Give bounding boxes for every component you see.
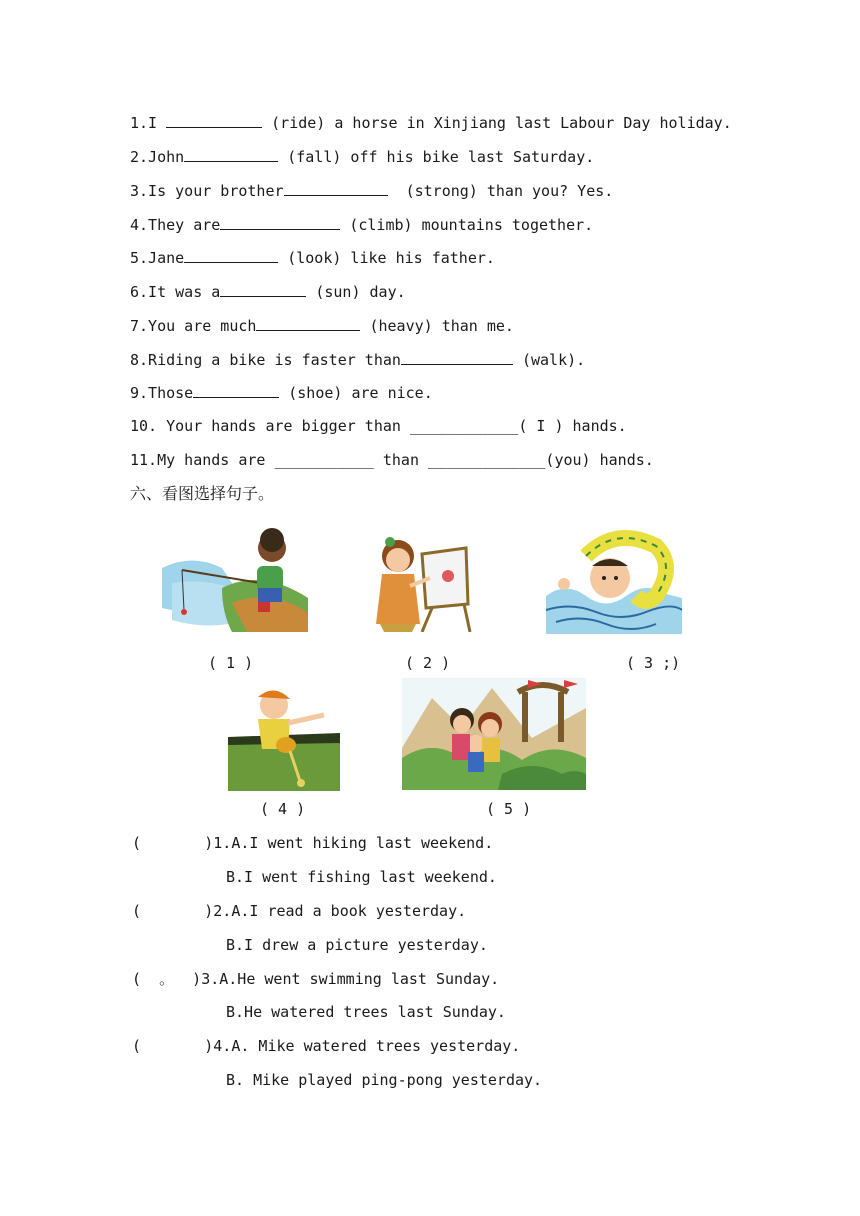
answer-blank[interactable] [166,112,262,128]
fill-item-4: 4.They are (climb) mountains together. [130,216,594,234]
answer-bracket[interactable]: ( ) [132,834,214,852]
fill-item-9: 9.Those (shoe) are nice. [130,384,433,402]
picture-caption-1: ( 1 ) [208,654,254,672]
answer-blank[interactable] [284,180,388,196]
boy-watering-picture [228,687,340,791]
fill-item-7: 7.You are much (heavy) than me. [130,317,514,335]
picture-caption-4: ( 4 ) [260,800,306,818]
boy-fishing-picture [162,528,308,632]
fill-item-5: 5.Jane (look) like his father. [130,249,495,267]
answer-bracket[interactable]: ( 。 ) [132,970,202,988]
answer-blank[interactable] [256,315,360,331]
question-1-b: B.I went fishing last weekend. [226,868,497,886]
answer-blank[interactable] [184,146,278,162]
fill-item-10: 10. Your hands are bigger than ____________( I ) hands. [130,417,627,435]
fill-item-3: 3.Is your brother (strong) than you? Yes. [130,182,614,200]
boy-swimming-picture [546,526,682,634]
answer-bracket[interactable]: ( ) [132,902,214,920]
answer-blank[interactable] [220,281,306,297]
section-heading: 六、看图选择句子。 [130,484,275,503]
girl-drawing-picture [370,534,474,632]
question-4-b: B. Mike played ping-pong yesterday. [226,1071,543,1089]
question-3-a: ( 。 )3.A.He went swimming last Sunday. [132,970,500,988]
question-2-a: ( )2.A.I read a book yesterday. [132,902,467,920]
answer-bracket[interactable]: ( ) [132,1037,214,1055]
answer-blank[interactable] [401,349,513,365]
question-2-b: B.I drew a picture yesterday. [226,936,488,954]
fill-item-8: 8.Riding a bike is faster than (walk). [130,351,586,369]
picture-caption-2: ( 2 ) [405,654,451,672]
question-1-a: ( )1.A.I went hiking last weekend. [132,834,494,852]
answer-blank[interactable] [220,214,340,230]
picture-caption-3: ( 3 ;) [626,654,681,672]
answer-blank[interactable] [193,382,279,398]
fill-item-1: 1.I (ride) a horse in Xinjiang last Labour Day holiday. [130,114,732,132]
picture-caption-5: ( 5 ) [486,800,532,818]
fill-item-11: 11.My hands are ___________ than _____________(you) hands. [130,451,654,469]
answer-blank[interactable] [184,247,278,263]
question-3-b: B.He watered trees last Sunday. [226,1003,506,1021]
fill-item-6: 6.It was a (sun) day. [130,283,406,301]
family-hiking-picture [402,678,586,790]
question-4-a: ( )4.A. Mike watered trees yesterday. [132,1037,521,1055]
fill-item-2: 2.John (fall) off his bike last Saturday. [130,148,595,166]
